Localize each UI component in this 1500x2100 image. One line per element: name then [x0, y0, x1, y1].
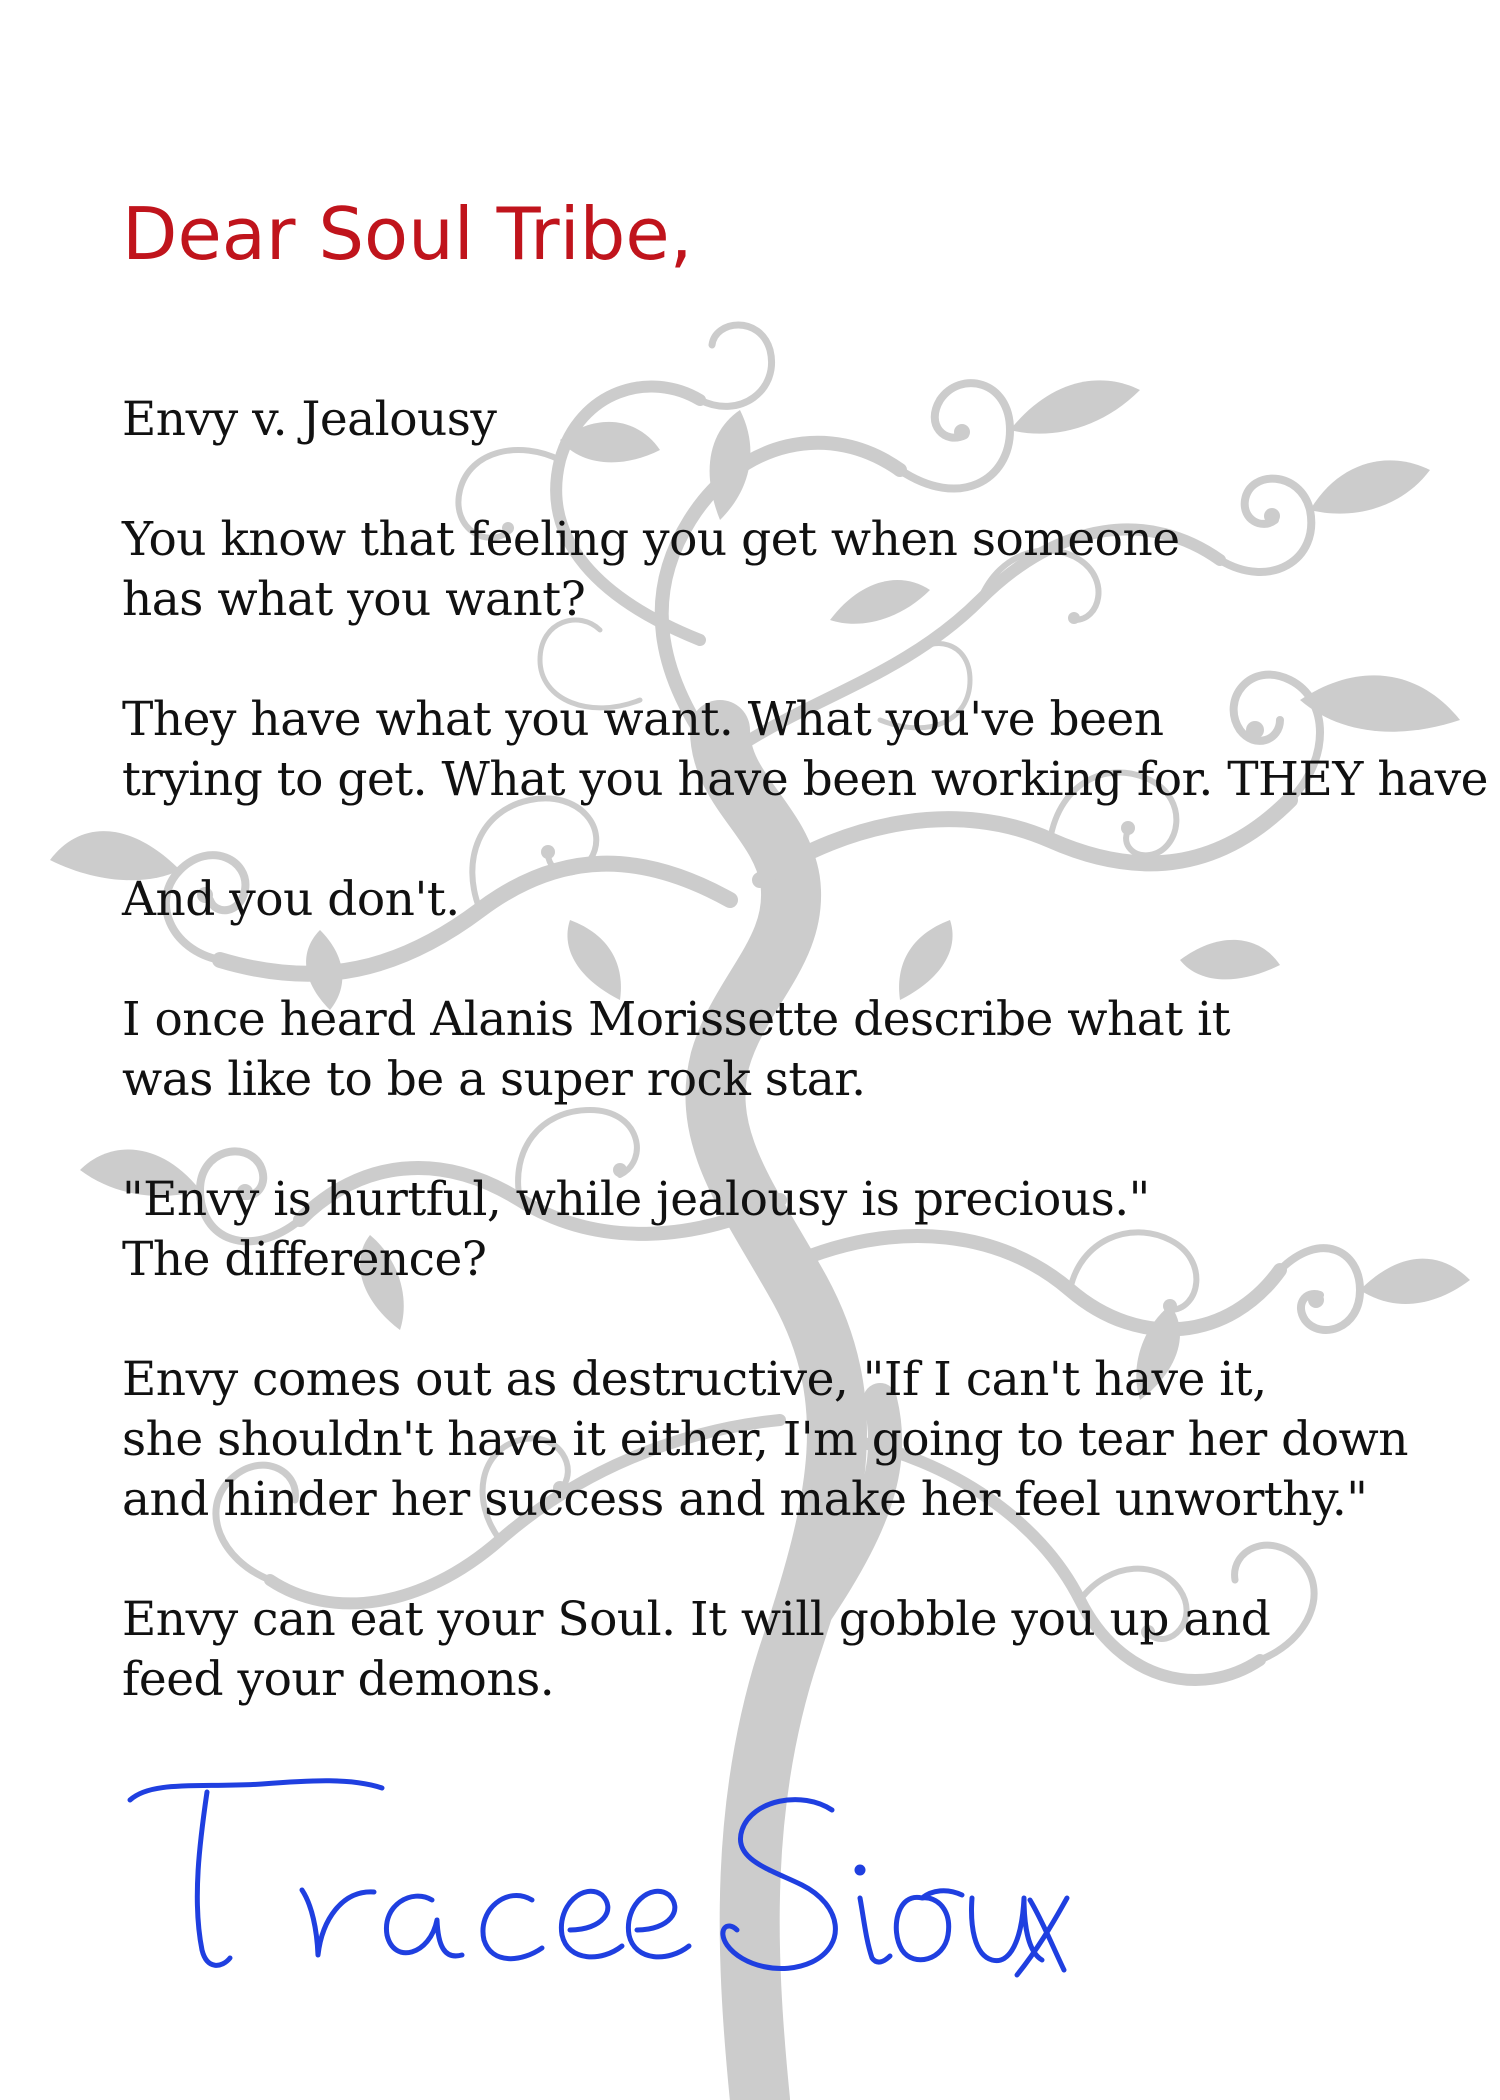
paragraph-line: Envy comes out as destructive, "If I can't have it, [122, 1352, 1267, 1407]
signature [112, 1770, 1072, 1990]
letter-paragraph [122, 510, 1500, 630]
paragraph-line: feed your demons. [122, 1652, 555, 1707]
paragraph-line: was like to be a super rock star. [122, 1052, 866, 1107]
letter-paragraph [122, 870, 1500, 930]
paragraph-line: Envy can eat your Soul. It will gobble you up and [122, 1592, 1271, 1647]
paragraph-line: I once heard Alanis Morissette describe what it [122, 992, 1231, 1047]
letter-paragraph [122, 1350, 1500, 1530]
letter-paragraph [122, 1170, 1500, 1290]
paragraph-line: And you don't. [122, 872, 460, 927]
paragraph-line: You know that feeling you get when someone [122, 512, 1180, 567]
letter-body [122, 390, 1500, 1770]
letter-paragraph [122, 990, 1500, 1110]
letter-paragraph [122, 390, 1500, 450]
paragraph-line: has what you want? [122, 572, 586, 627]
paragraph-line: They have what you want. What you've been [122, 692, 1164, 747]
letter-paragraph [122, 1590, 1500, 1710]
paragraph-line: "Envy is hurtful, while jealousy is precious." [122, 1172, 1150, 1227]
greeting-heading: Dear Soul Tribe, [122, 192, 693, 276]
paragraph-line: she shouldn't have it either, I'm going to tear her down [122, 1412, 1409, 1467]
paragraph-line: The difference? [122, 1232, 487, 1287]
paragraph-line: Envy v. Jealousy [122, 392, 497, 447]
paragraph-line: and hinder her success and make her feel unworthy." [122, 1472, 1368, 1527]
paragraph-line: trying to get. What you have been working for. THEY have [122, 752, 1488, 807]
letter-paragraph [122, 690, 1500, 810]
